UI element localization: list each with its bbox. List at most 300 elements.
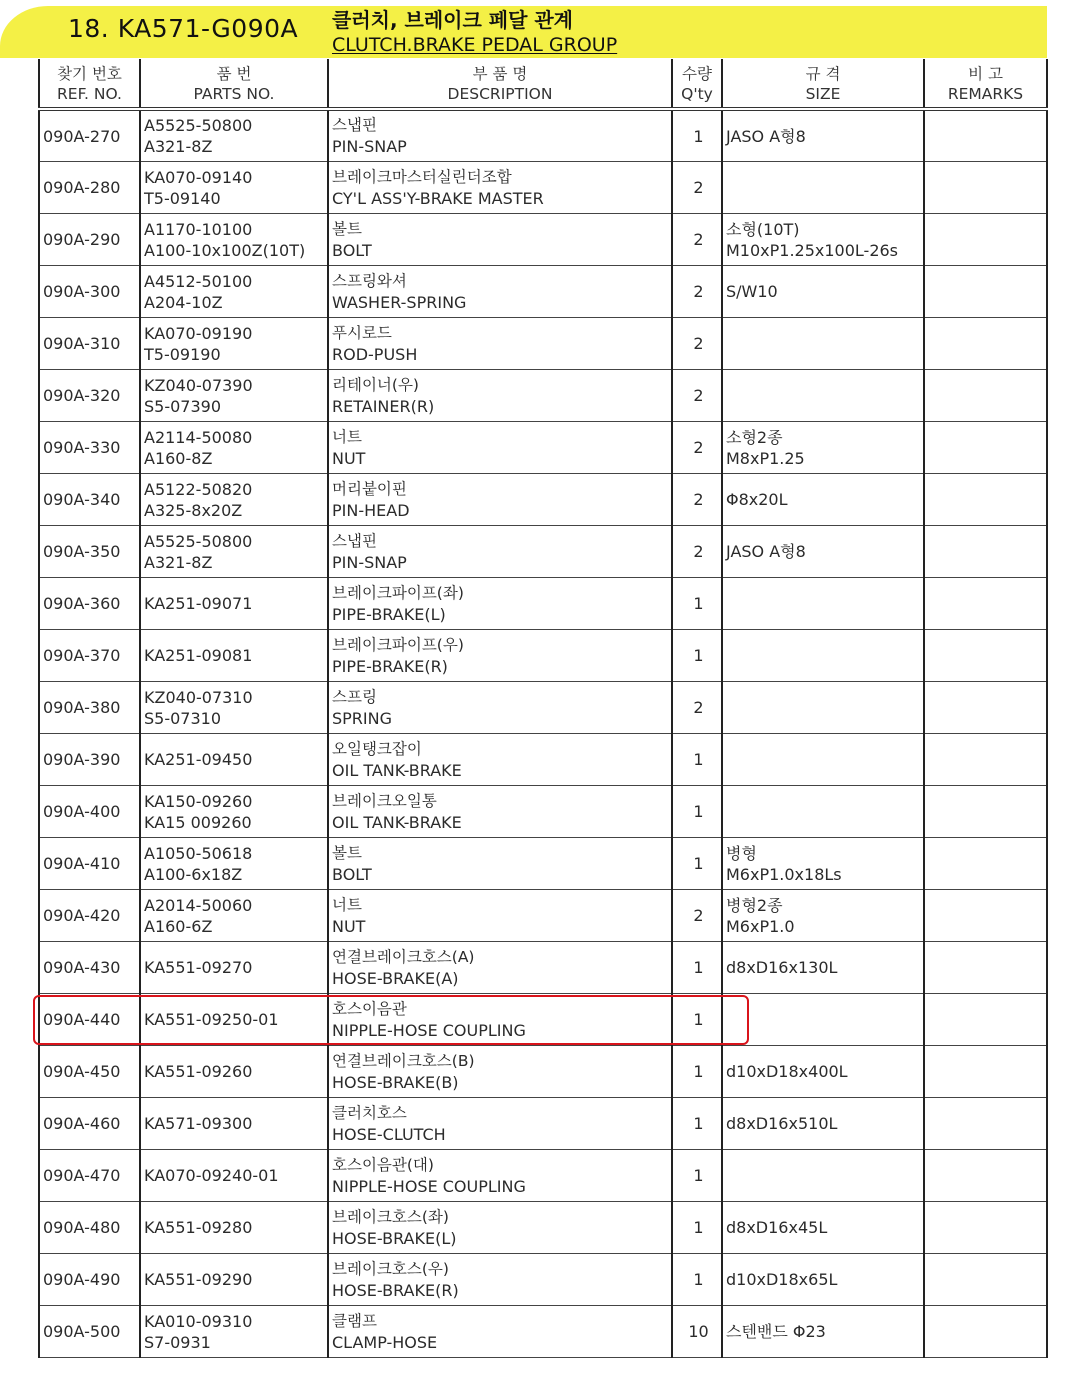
ref-no-cell-text: 090A-310 — [43, 334, 121, 353]
parts-no-cell-text: A5525-50800 — [144, 531, 253, 551]
remarks-cell — [924, 422, 1047, 474]
size-cell — [722, 786, 924, 838]
remarks-cell — [924, 734, 1047, 786]
ref-no-cell — [39, 109, 140, 162]
table-row — [39, 162, 1047, 214]
size-cell — [722, 942, 924, 994]
qty-cell — [672, 266, 722, 318]
parts-no-cell — [140, 1150, 328, 1202]
description-cell — [328, 838, 672, 890]
remarks-cell — [924, 994, 1047, 1046]
parts-no-cell-text: KZ040-07390 — [144, 375, 253, 395]
remarks-cell — [924, 890, 1047, 942]
table-row — [39, 734, 1047, 786]
description-cell — [328, 1098, 672, 1150]
ref-no-cell — [39, 214, 140, 266]
ref-no-cell — [39, 1254, 140, 1306]
parts-no-cell-text: A321-8Z — [144, 137, 213, 156]
parts-no-cell-text: KA150-09260 — [144, 791, 253, 811]
table-row — [39, 682, 1047, 734]
description-cell — [328, 1046, 672, 1098]
remarks-cell — [924, 266, 1047, 318]
description-cell-text: PIPE-BRAKE(L) — [332, 604, 446, 624]
description-cell-text: HOSE-BRAKE(L) — [332, 1228, 457, 1248]
description-cell-text: 브레이크파이프(좌) — [332, 583, 464, 602]
parts-table — [38, 59, 1048, 1358]
description-cell — [328, 214, 672, 266]
size-cell-text: d8xD16x130L — [726, 958, 838, 977]
description-cell-text: OIL TANK-BRAKE — [332, 760, 462, 780]
description-cell-text: 호스이음관 — [332, 999, 407, 1018]
description-cell — [328, 890, 672, 942]
qty-cell-text: 10 — [688, 1322, 709, 1341]
remarks-cell — [924, 370, 1047, 422]
ref-no-cell — [39, 734, 140, 786]
ref-no-cell-text: 090A-440 — [43, 1010, 121, 1029]
parts-no-cell — [140, 370, 328, 422]
description-cell — [328, 578, 672, 630]
parts-no-cell-text: KA551-09260 — [144, 1062, 253, 1081]
remarks-cell — [924, 162, 1047, 214]
table-row — [39, 994, 1047, 1046]
table-header-row — [39, 59, 1047, 109]
ref-no-cell — [39, 1202, 140, 1254]
description-cell — [328, 474, 672, 526]
parts-no-cell-text: A2114-50080 — [144, 427, 253, 447]
remarks-cell — [924, 630, 1047, 682]
size-cell — [722, 422, 924, 474]
parts-no-cell — [140, 109, 328, 162]
parts-no-cell — [140, 474, 328, 526]
parts-no-cell-text: KA010-09310 — [144, 1311, 253, 1331]
remarks-cell — [924, 578, 1047, 630]
size-cell-text: 소형(10T) — [726, 219, 800, 239]
remarks-cell — [924, 1202, 1047, 1254]
qty-cell-text: 1 — [693, 1218, 704, 1237]
parts-no-cell — [140, 1098, 328, 1150]
size-cell — [722, 214, 924, 266]
description-cell-text: CY'L ASS'Y-BRAKE MASTER — [332, 188, 544, 208]
table-row — [39, 370, 1047, 422]
description-cell-text: ROD-PUSH — [332, 344, 418, 364]
size-cell — [722, 630, 924, 682]
parts-no-cell-text: KA251-09081 — [144, 646, 253, 665]
ref-no-cell — [39, 1150, 140, 1202]
size-cell-text: M8xP1.25 — [726, 448, 805, 468]
size-cell — [722, 1150, 924, 1202]
table-row — [39, 1306, 1047, 1358]
parts-no-cell-text: KA251-09450 — [144, 750, 253, 769]
qty-cell-text: 1 — [693, 594, 704, 613]
section-title-english: CLUTCH.BRAKE PEDAL GROUP — [332, 34, 618, 56]
qty-cell — [672, 109, 722, 162]
parts-no-cell-text: KA551-09270 — [144, 958, 253, 977]
description-cell-text: WASHER-SPRING — [332, 292, 467, 312]
description-cell-text: 스프링 — [332, 687, 377, 706]
table-row — [39, 318, 1047, 370]
description-cell-text: 볼트 — [332, 219, 362, 238]
description-cell-text: SPRING — [332, 708, 393, 728]
parts-no-cell-text: A100-10x100Z(10T) — [144, 240, 306, 260]
size-cell — [722, 474, 924, 526]
size-cell — [722, 1306, 924, 1358]
parts-no-cell — [140, 214, 328, 266]
parts-no-cell-text: A5122-50820 — [144, 479, 253, 499]
qty-cell-text: 2 — [693, 698, 704, 717]
description-cell-text: 브레이크호스(우) — [332, 1259, 449, 1278]
parts-no-cell-text: A1170-10100 — [144, 219, 253, 239]
ref-no-cell — [39, 526, 140, 578]
qty-cell — [672, 214, 722, 266]
description-cell-text: BOLT — [332, 240, 372, 260]
size-cell — [722, 318, 924, 370]
qty-cell — [672, 162, 722, 214]
description-cell — [328, 1306, 672, 1358]
qty-cell-text: 1 — [693, 958, 704, 977]
ref-no-cell-text: 090A-420 — [43, 906, 121, 925]
size-cell-text: 스텐밴드 Φ23 — [726, 1322, 826, 1341]
qty-cell — [672, 474, 722, 526]
qty-cell — [672, 1150, 722, 1202]
section-title-korean: 클러치, 브레이크 페달 관계 — [332, 8, 574, 32]
description-cell-text: NIPPLE-HOSE COUPLING — [332, 1176, 526, 1196]
remarks-cell — [924, 214, 1047, 266]
description-cell-text: 오일탱크잡이 — [332, 739, 422, 758]
ref-no-cell — [39, 994, 140, 1046]
table-row — [39, 474, 1047, 526]
description-cell — [328, 942, 672, 994]
table-row — [39, 214, 1047, 266]
parts-no-cell-text: A325-8x20Z — [144, 500, 243, 520]
parts-no-cell-text: A160-6Z — [144, 916, 213, 936]
size-cell-text: d10xD18x65L — [726, 1270, 838, 1289]
remarks-cell — [924, 109, 1047, 162]
size-cell — [722, 734, 924, 786]
parts-no-cell — [140, 526, 328, 578]
qty-cell-text: 1 — [693, 1114, 704, 1133]
description-cell-text: 스냅핀 — [332, 116, 377, 134]
ref-no-cell — [39, 318, 140, 370]
qty-cell-text: 2 — [693, 386, 704, 405]
ref-no-cell — [39, 682, 140, 734]
size-cell-text: 병형 — [726, 843, 757, 863]
qty-cell — [672, 630, 722, 682]
description-cell-text: 호스이음관(대) — [332, 1155, 434, 1174]
qty-cell — [672, 1202, 722, 1254]
ref-no-cell-text: 090A-370 — [43, 646, 121, 665]
parts-no-cell — [140, 578, 328, 630]
table-row — [39, 109, 1047, 162]
table-row — [39, 1046, 1047, 1098]
ref-no-cell-text: 090A-490 — [43, 1270, 121, 1289]
size-cell — [722, 682, 924, 734]
remarks-cell — [924, 474, 1047, 526]
ref-no-cell-text: 090A-330 — [43, 438, 121, 457]
parts-no-cell — [140, 266, 328, 318]
parts-no-cell — [140, 942, 328, 994]
size-cell-text: M10xP1.25x100L-26s — [726, 240, 899, 260]
description-cell-text: 볼트 — [332, 843, 362, 862]
table-row — [39, 786, 1047, 838]
remarks-cell — [924, 786, 1047, 838]
qty-cell — [672, 734, 722, 786]
table-row — [39, 890, 1047, 942]
qty-cell-text: 1 — [693, 802, 704, 821]
header-description: 부 품 명 DESCRIPTION — [328, 59, 672, 109]
size-cell-text: M6xP1.0x18Ls — [726, 864, 842, 884]
qty-cell-text: 1 — [693, 1010, 704, 1029]
parts-no-cell-text: S5-07390 — [144, 396, 222, 416]
remarks-cell — [924, 1306, 1047, 1358]
qty-cell — [672, 526, 722, 578]
parts-no-cell-text: S7-0931 — [144, 1332, 211, 1352]
remarks-cell — [924, 1150, 1047, 1202]
size-cell — [722, 838, 924, 890]
parts-no-cell-text: A100-6x18Z — [144, 864, 243, 884]
qty-cell-text: 1 — [693, 1062, 704, 1081]
description-cell-text: 연결브레이크호스(A) — [332, 947, 475, 966]
qty-cell-text: 2 — [693, 490, 704, 509]
remarks-cell — [924, 1098, 1047, 1150]
ref-no-cell — [39, 474, 140, 526]
ref-no-cell-text: 090A-500 — [43, 1322, 121, 1341]
parts-no-cell — [140, 1202, 328, 1254]
size-cell-text: 소형2종 — [726, 427, 783, 447]
ref-no-cell — [39, 890, 140, 942]
qty-cell — [672, 890, 722, 942]
header-size: 규 격 SIZE — [722, 59, 924, 109]
qty-cell-text: 1 — [693, 854, 704, 873]
ref-no-cell-text: 090A-290 — [43, 230, 121, 249]
parts-no-cell — [140, 318, 328, 370]
description-cell — [328, 109, 672, 162]
parts-no-cell-text: S5-07310 — [144, 708, 222, 728]
qty-cell-text: 2 — [693, 542, 704, 561]
table-row — [39, 942, 1047, 994]
header-ref-no: 찾기 번호 REF. NO. — [39, 59, 140, 109]
description-cell — [328, 1150, 672, 1202]
table-row — [39, 526, 1047, 578]
size-cell — [722, 578, 924, 630]
description-cell-text: RETAINER(R) — [332, 396, 435, 416]
parts-no-cell-text: KA15 009260 — [144, 812, 252, 832]
description-cell-text: 머리붙이핀 — [332, 479, 407, 498]
size-cell — [722, 1254, 924, 1306]
description-cell-text: 너트 — [332, 895, 362, 914]
parts-no-cell-text: KA070-09190 — [144, 323, 253, 343]
parts-no-cell — [140, 630, 328, 682]
description-cell-text: 푸시로드 — [332, 323, 392, 342]
description-cell — [328, 1254, 672, 1306]
parts-no-cell-text: T5-09190 — [144, 344, 221, 364]
ref-no-cell-text: 090A-430 — [43, 958, 121, 977]
header-parts-no: 품 번 PARTS NO. — [140, 59, 328, 109]
qty-cell — [672, 1254, 722, 1306]
size-cell — [722, 1202, 924, 1254]
description-cell-text: PIN-SNAP — [332, 137, 407, 156]
parts-no-cell — [140, 1254, 328, 1306]
description-cell-text: 너트 — [332, 427, 362, 446]
description-cell-text: CLAMP-HOSE — [332, 1332, 438, 1352]
ref-no-cell-text: 090A-480 — [43, 1218, 121, 1237]
ref-no-cell-text: 090A-350 — [43, 542, 121, 561]
ref-no-cell-text: 090A-320 — [43, 386, 121, 405]
qty-cell-text: 2 — [693, 230, 704, 249]
remarks-cell — [924, 526, 1047, 578]
size-cell — [722, 109, 924, 162]
size-cell — [722, 162, 924, 214]
size-cell — [722, 890, 924, 942]
size-cell — [722, 1098, 924, 1150]
qty-cell — [672, 578, 722, 630]
ref-no-cell-text: 090A-340 — [43, 490, 121, 509]
description-cell — [328, 422, 672, 474]
description-cell-text: 리테이너(우) — [332, 375, 419, 394]
description-cell-text: 클램프 — [332, 1311, 377, 1330]
description-cell-text: 클러치호스 — [332, 1103, 407, 1122]
ref-no-cell-text: 090A-400 — [43, 802, 121, 821]
remarks-cell — [924, 682, 1047, 734]
size-cell-text: d10xD18x400L — [726, 1062, 848, 1081]
section-code: 18. KA571-G090A — [68, 14, 299, 43]
parts-no-cell-text: A321-8Z — [144, 552, 213, 572]
size-cell-text: M6xP1.0 — [726, 916, 795, 936]
description-cell — [328, 526, 672, 578]
description-cell — [328, 786, 672, 838]
qty-cell — [672, 1046, 722, 1098]
parts-no-cell-text: A160-8Z — [144, 448, 213, 468]
parts-table-container — [38, 59, 1047, 1373]
parts-no-cell — [140, 682, 328, 734]
table-row — [39, 1098, 1047, 1150]
size-cell-text: Φ8x20L — [726, 490, 788, 509]
ref-no-cell-text: 090A-450 — [43, 1062, 121, 1081]
description-cell — [328, 370, 672, 422]
size-cell-text: 병형2종 — [726, 895, 783, 915]
parts-no-cell — [140, 162, 328, 214]
table-row — [39, 266, 1047, 318]
description-cell — [328, 1202, 672, 1254]
parts-no-cell-text: KZ040-07310 — [144, 687, 253, 707]
header-qty: 수량 Q'ty — [672, 59, 722, 109]
qty-cell-text: 1 — [693, 1166, 704, 1185]
description-cell — [328, 994, 672, 1046]
parts-no-cell-text: A1050-50618 — [144, 843, 253, 863]
ref-no-cell — [39, 162, 140, 214]
ref-no-cell — [39, 370, 140, 422]
table-row — [39, 630, 1047, 682]
qty-cell — [672, 786, 722, 838]
parts-no-cell-text: A4512-50100 — [144, 271, 253, 291]
table-row — [39, 1150, 1047, 1202]
ref-no-cell — [39, 1306, 140, 1358]
description-cell-text: HOSE-BRAKE(A) — [332, 968, 459, 988]
ref-no-cell — [39, 1098, 140, 1150]
qty-cell — [672, 994, 722, 1046]
description-cell-text: NIPPLE-HOSE COUPLING — [332, 1020, 526, 1040]
description-cell-text: PIN-HEAD — [332, 500, 410, 520]
description-cell-text: 브레이크오일통 — [332, 791, 437, 810]
parts-no-cell — [140, 1306, 328, 1358]
ref-no-cell-text: 090A-460 — [43, 1114, 121, 1133]
remarks-cell — [924, 318, 1047, 370]
description-cell-text: 연결브레이크호스(B) — [332, 1051, 475, 1070]
size-cell — [722, 266, 924, 318]
description-cell-text: OIL TANK-BRAKE — [332, 812, 462, 832]
qty-cell-text: 1 — [693, 750, 704, 769]
size-cell-text: d8xD16x45L — [726, 1218, 828, 1237]
parts-no-cell-text: KA571-09300 — [144, 1114, 253, 1133]
ref-no-cell-text: 090A-470 — [43, 1166, 121, 1185]
description-cell — [328, 630, 672, 682]
size-cell — [722, 994, 924, 1046]
description-cell-text: NUT — [332, 916, 366, 936]
qty-cell-text: 2 — [693, 438, 704, 457]
parts-no-cell — [140, 994, 328, 1046]
parts-no-cell — [140, 838, 328, 890]
header-remarks: 비 고 REMARKS — [924, 59, 1047, 109]
qty-cell-text: 1 — [693, 646, 704, 665]
qty-cell — [672, 422, 722, 474]
description-cell-text: 브레이크파이프(우) — [332, 635, 464, 654]
parts-no-cell — [140, 890, 328, 942]
table-row — [39, 422, 1047, 474]
qty-cell — [672, 370, 722, 422]
description-cell — [328, 734, 672, 786]
ref-no-cell — [39, 422, 140, 474]
ref-no-cell-text: 090A-270 — [43, 126, 121, 146]
description-cell-text: PIN-SNAP — [332, 552, 407, 572]
table-row — [39, 578, 1047, 630]
parts-no-cell-text: A2014-50060 — [144, 895, 253, 915]
parts-no-cell-text: KA070-09140 — [144, 167, 253, 187]
description-cell-text: 브레이크호스(좌) — [332, 1207, 449, 1226]
description-cell-text: HOSE-BRAKE(B) — [332, 1072, 459, 1092]
ref-no-cell — [39, 838, 140, 890]
parts-no-cell — [140, 734, 328, 786]
description-cell — [328, 682, 672, 734]
qty-cell-text: 1 — [693, 126, 704, 146]
qty-cell — [672, 318, 722, 370]
parts-no-cell-text: A5525-50800 — [144, 116, 253, 135]
size-cell-text: d8xD16x510L — [726, 1114, 838, 1133]
qty-cell — [672, 1306, 722, 1358]
size-cell — [722, 526, 924, 578]
ref-no-cell-text: 090A-380 — [43, 698, 121, 717]
ref-no-cell-text: 090A-410 — [43, 854, 121, 873]
parts-no-cell-text: KA551-09280 — [144, 1218, 253, 1237]
description-cell — [328, 162, 672, 214]
ref-no-cell-text: 090A-360 — [43, 594, 121, 613]
size-cell-text: JASO A형8 — [726, 126, 806, 146]
description-cell — [328, 318, 672, 370]
qty-cell — [672, 942, 722, 994]
parts-no-cell — [140, 786, 328, 838]
description-cell-text: 브레이크마스터실린더조합 — [332, 167, 512, 186]
description-cell-text: PIPE-BRAKE(R) — [332, 656, 448, 676]
parts-no-cell-text: KA251-09071 — [144, 594, 253, 613]
size-cell-text: JASO A형8 — [726, 542, 806, 561]
description-cell-text: HOSE-CLUTCH — [332, 1124, 446, 1144]
description-cell-text: 스프링와셔 — [332, 271, 407, 290]
parts-no-cell-text: KA551-09290 — [144, 1270, 253, 1289]
parts-no-cell-text: A204-10Z — [144, 292, 223, 312]
description-cell-text: BOLT — [332, 864, 372, 884]
parts-no-cell — [140, 422, 328, 474]
qty-cell-text: 2 — [693, 178, 704, 197]
ref-no-cell — [39, 1046, 140, 1098]
parts-table-body — [39, 109, 1047, 1358]
